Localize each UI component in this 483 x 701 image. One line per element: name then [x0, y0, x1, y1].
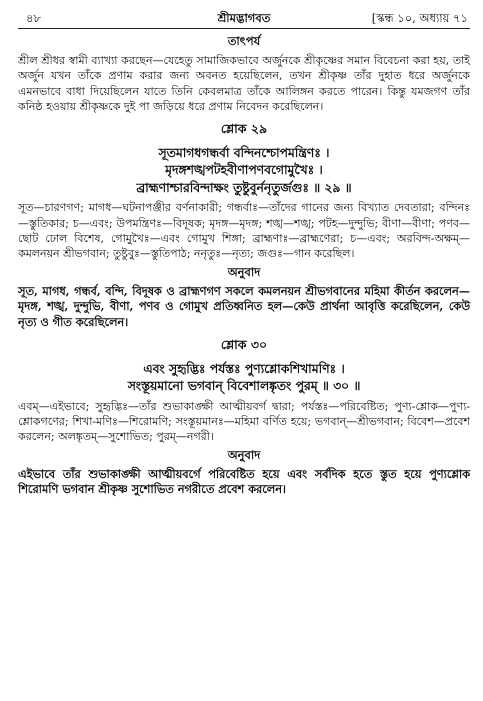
verse-29-translation: সূত, মাগধ, গন্ধর্ব, বন্দি, বিদূষক ও ব্রাহ্মণগণ সকলে কমলনয়ন শ্রীভগবানের মহিমা কীর্তন করলেন—মৃদঙ্গ, শঙ্খ, দুন্দুভি, বীণা, পণব ও গোমুখ প্রতিধ্বনিত হল—কেউ প্রার্থনা আবৃত্তি করেছিলেন, কেউ নৃত্য ও গীত করেছিলেন। — [18, 283, 470, 329]
purport-heading: তাৎপর্য — [227, 34, 261, 48]
section-label: [স্কন্ধ ১০, অধ্যায় ৭১ — [371, 11, 468, 25]
verse-30-translation: এইভাবে তাঁর শুভাকাঙ্ক্ষী আত্মীয়বর্গে পরিবেষ্টিত হয়ে এবং সর্বদিক হতে স্তুত হয়ে পুণ্যশ্লোক শিরোমণি ভগবান শ্রীকৃষ্ণ সুশোভিত নগরীতে প্রবেশ করলেন। — [18, 466, 470, 497]
page-number: ৪৮ — [26, 11, 41, 25]
verse-30-synonyms: এবম্—এইভাবে; সুহৃদ্ভিঃ—তাঁর শুভাকাঙ্ক্ষী আত্মীয়বর্গ দ্বারা; পর্যস্তঃ—পরিবেষ্টিত; পুণ্য-শ্লোক—পুণ্য-শ্লোকগণের; শিখা-মণিঃ—শিরোমণি; সংস্তূয়মানঃ—মহিমা বর্ণিত হয়ে; ভগবান্—শ্রীভগবান; বিবেশ—প্রবেশ করলেন; অলঙ্কৃতম্—সুশোভিত; পুরম্—নগরী। — [18, 399, 470, 444]
verse-29-translation-heading: অনুবাদ — [227, 264, 261, 279]
book-page — [18, 6, 470, 498]
verse-30-label: শ্লোক ৩০ — [220, 336, 268, 352]
verse-29-label: শ্লোক ২৯ — [220, 120, 268, 136]
book-title: শ্রীমদ্ভাগবত — [217, 11, 271, 25]
verse-29-line-3: ব্রাহ্মণাশ্চারবিন্দাক্ষং তুষ্টুবুর্ননৃতুর্জগুঃ ॥ ২৯ ॥ — [136, 179, 352, 195]
verse-29-line-2: মৃদঙ্গশঙ্খপটহবীণাপণবগোমুখৈঃ । — [165, 162, 323, 178]
purport-text: শ্রীল শ্রীধর স্বামী ব্যাখ্যা করছেন—যেহেতু সামাজিকভাবে অর্জুনকে শ্রীকৃষ্ণের সমান বিবেচনা করা হয়, তাই অর্জুন যখন তাঁকে প্রণাম করার জন্য অবনত হয়েছিলেন, তখন শ্রীকৃষ্ণ তাঁর দুহাত ধরে অর্জুনকে এমনভাবে বাধা দিয়েছিলেন যাতে তিনি কেবলমাত্র তাঁকে আলিঙ্গন করতে পারেন। কিন্তু যমজগণ তাঁর কনিষ্ঠ হওয়ায় শ্রীকৃষ্ণকে দুই পা জড়িয়ে ধরে প্রণাম নিবেদন করেছিলেন। — [18, 54, 470, 114]
verse-30-line-1: এবং সুহৃদ্ভিঃ পর্যস্তঃ পুণ্যশ্লোকশিখামণিঃ । — [143, 360, 345, 376]
verse-30-translation-heading: অনুবাদ — [227, 447, 261, 462]
verse-30-line-2: সংস্তূয়মানো ভগবান্ বিবেশালঙ্কৃতং পুরম্ ॥ ৩০ ॥ — [127, 378, 361, 394]
verse-29-line-1: সূতমাগধগন্ধর্বা বন্দিনশ্চোপমন্ত্রিণঃ । — [158, 144, 330, 160]
verse-29-synonyms: সূত—চারণগণ; মাগধ—ঘটনাপঞ্জীর বর্ণনাকারী; গন্ধর্বাঃ—তাঁদের গানের জন্য বিখ্যাত দেবতারা; বন্দিনঃ—স্তুতিকার; চ—এবং; উপমন্ত্রিণঃ—বিদূষক; মৃদঙ্গ—মৃদঙ্গ; শঙ্খ—শঙ্খ; পটহ—দুন্দুভি; বীণা—বীণা; পণব—ছোট ঢোল বিশেষ, গোমুখৈঃ—এবং গোমুখ শিঙ্গা; ব্রাহ্মণাঃ—ব্রাহ্মণেরা; চ—এবং; অরবিন্দ-অক্ষম্—কমলনয়ন শ্রীভগবান; তুষ্টুবুঃ—স্তুতিপাঠ; ননৃতুঃ—নৃত্য; জগুঃ—গান করেছিল। — [18, 201, 470, 261]
page-header — [18, 6, 470, 26]
